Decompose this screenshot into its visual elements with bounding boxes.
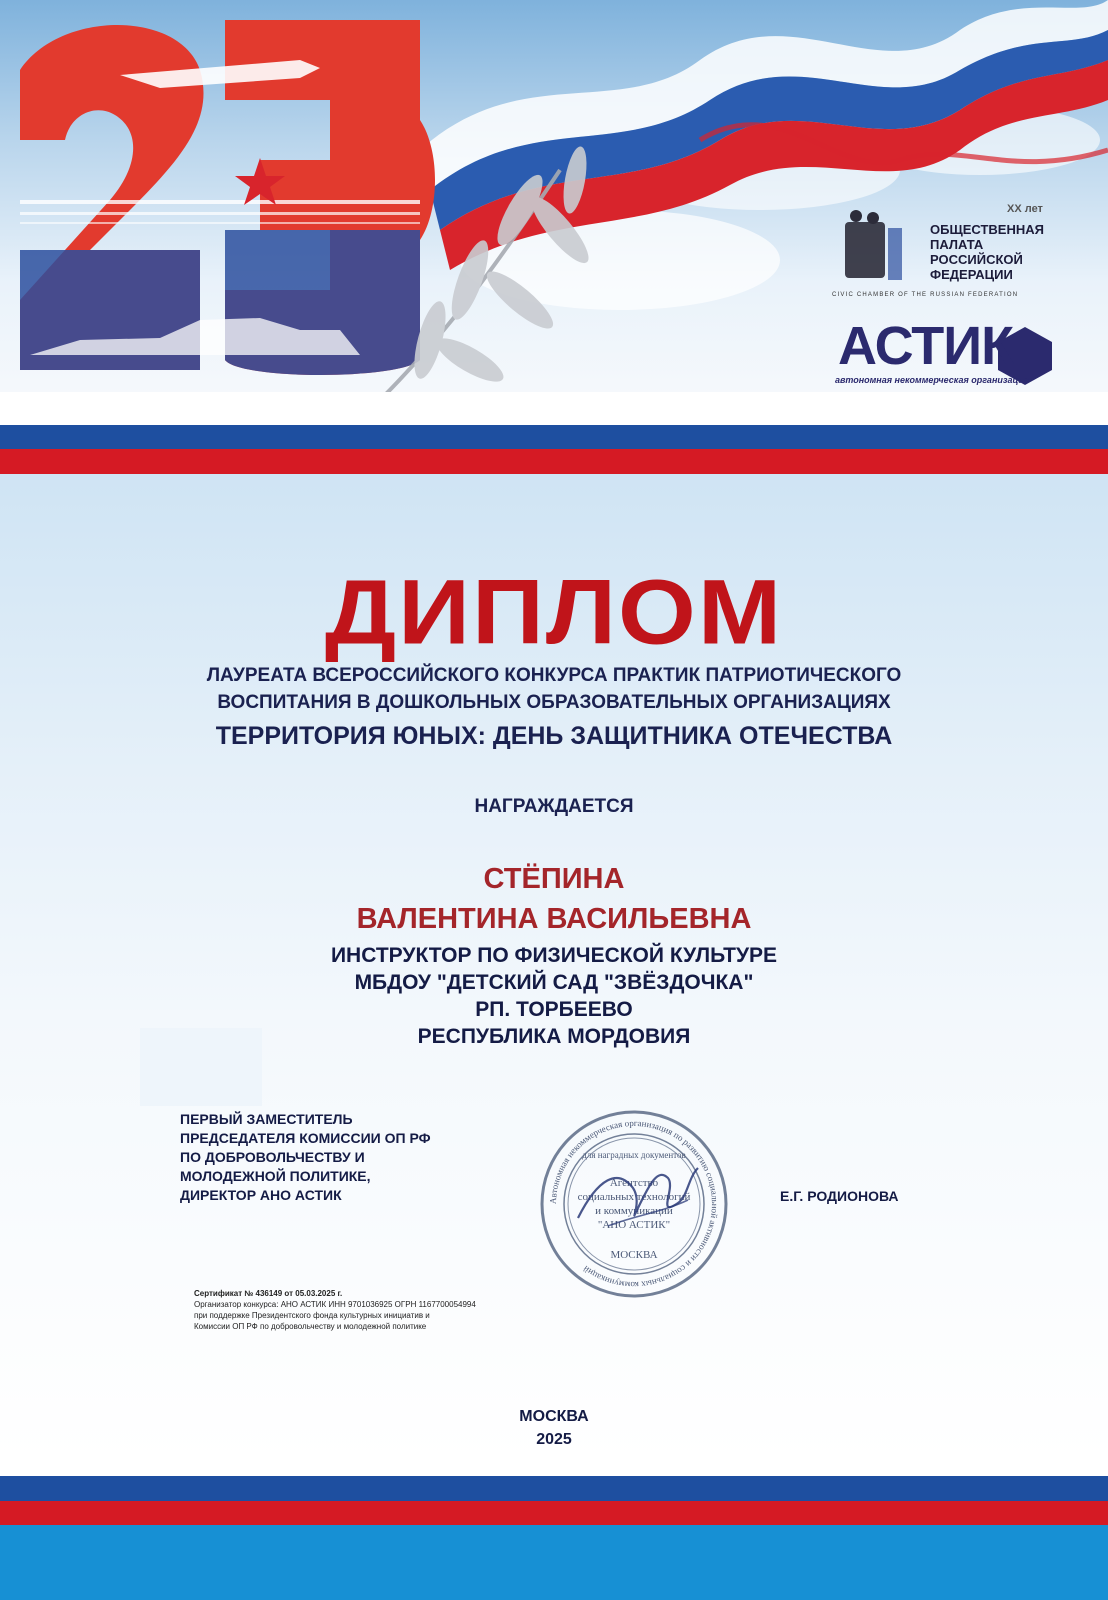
civic-chamber-logo-text [930, 222, 1044, 282]
seal-city: МОСКВА [610, 1249, 658, 1261]
footer-blue-band [0, 1525, 1108, 1600]
diploma-subtitle-line: ВОСПИТАНИЯ В ДОШКОЛЬНЫХ ОБРАЗОВАТЕЛЬНЫХ ОРГАНИЗАЦИЯХ [217, 692, 891, 713]
civic-chamber-line: ОБЩЕСТВЕННАЯ [930, 222, 1044, 237]
header-banner [0, 0, 1108, 403]
awarded-label: НАГРАЖДАЕТСЯ [474, 796, 634, 817]
certificate-line: Организатор конкурса: АНО АСТИК ИНН 9701036925 ОГРН 1167700054994 [194, 1300, 476, 1309]
signer-title-line: ДИРЕКТОР АНО АСТИК [180, 1187, 342, 1203]
flag-stripe-red-bottom [0, 1501, 1108, 1525]
footer-year: 2025 [536, 1431, 572, 1448]
seal-inner-top: для наградных документов [582, 1150, 686, 1160]
astik-logo-text: АСТИК [838, 316, 1014, 376]
seal-inner-line: Агентство [609, 1177, 659, 1189]
contest-name: ТЕРРИТОРИЯ ЮНЫХ: ДЕНЬ ЗАЩИТНИКА ОТЕЧЕСТВА [215, 722, 893, 750]
flag-stripe-blue-bottom [0, 1476, 1108, 1501]
civic-chamber-line: ПАЛАТА [930, 237, 984, 252]
flag-stripe-blue-top [0, 425, 1108, 449]
civic-chamber-emblem [845, 210, 902, 280]
certificate-number: Сертификат № 436149 от 05.03.2025 г. [194, 1289, 343, 1298]
footer-city: МОСКВА [519, 1408, 589, 1425]
flag-stripe-red-top [0, 449, 1108, 474]
recipient-settlement: РП. ТОРБЕЕВО [475, 998, 633, 1021]
flag-stripe-white-bottom [0, 1460, 1108, 1476]
diploma-title: ДИПЛОМ [324, 560, 784, 664]
seal-ring-text: Автономная некоммерческая организация по развитию социальной активности и социальных коммуникаций [547, 1117, 721, 1291]
flag-stripe-white-top [0, 403, 1108, 425]
seal-inner-line: социальных технологий [577, 1191, 691, 1203]
svg-text:Автономная некоммерческая орга [548, 1118, 720, 1290]
seal-inner-line: и коммуникаций [595, 1205, 673, 1217]
signer-title-line: МОЛОДЕЖНОЙ ПОЛИТИКЕ, [180, 1168, 371, 1184]
civic-chamber-line: ФЕДЕРАЦИИ [930, 267, 1013, 282]
civic-chamber-line: РОССИЙСКОЙ [930, 252, 1023, 267]
signer-title-line: ПЕРВЫЙ ЗАМЕСТИТЕЛЬ [180, 1111, 353, 1127]
signer-title-line: ПРЕДСЕДАТЕЛЯ КОМИССИИ ОП РФ [180, 1130, 431, 1146]
signer-title-line: ПО ДОБРОВОЛЬЧЕСТВУ И [180, 1149, 365, 1165]
seal-inner-line: "АНО АСТИК" [597, 1219, 671, 1231]
certificate-info [194, 1288, 476, 1332]
recipient-region: РЕСПУБЛИКА МОРДОВИЯ [417, 1025, 691, 1048]
civic-chamber-subtitle: CIVIC CHAMBER OF THE RUSSIAN FEDERATION [832, 292, 1019, 298]
diploma-subtitle-line: ЛАУРЕАТА ВСЕРОССИЙСКОГО КОНКУРСА ПРАКТИК ПАТРИОТИЧЕСКОГО [206, 665, 902, 686]
signer-name: Е.Г. РОДИОНОВА [780, 1188, 899, 1204]
date-number-graphic [20, 20, 435, 375]
recipient-name: ВАЛЕНТИНА ВАСИЛЬЕВНА [356, 903, 752, 935]
recipient-position: ИНСТРУКТОР ПО ФИЗИЧЕСКОЙ КУЛЬТУРЕ [330, 944, 778, 967]
recipient-organization: МБДОУ "ДЕТСКИЙ САД "ЗВЁЗДОЧКА" [354, 971, 754, 994]
certificate-line: при поддержке Президентского фонда культурных инициатив и [194, 1311, 430, 1320]
certificate-line: Комиссии ОП РФ по добровольчеству и молодежной политике [194, 1322, 427, 1331]
anniversary-badge: XX лет [1007, 203, 1043, 215]
astik-logo-subtitle: автономная некоммерческая организация [835, 375, 1030, 385]
official-seal [538, 1108, 730, 1300]
recipient-surname: СТЁПИНА [483, 863, 625, 895]
signer-title [180, 1110, 431, 1205]
